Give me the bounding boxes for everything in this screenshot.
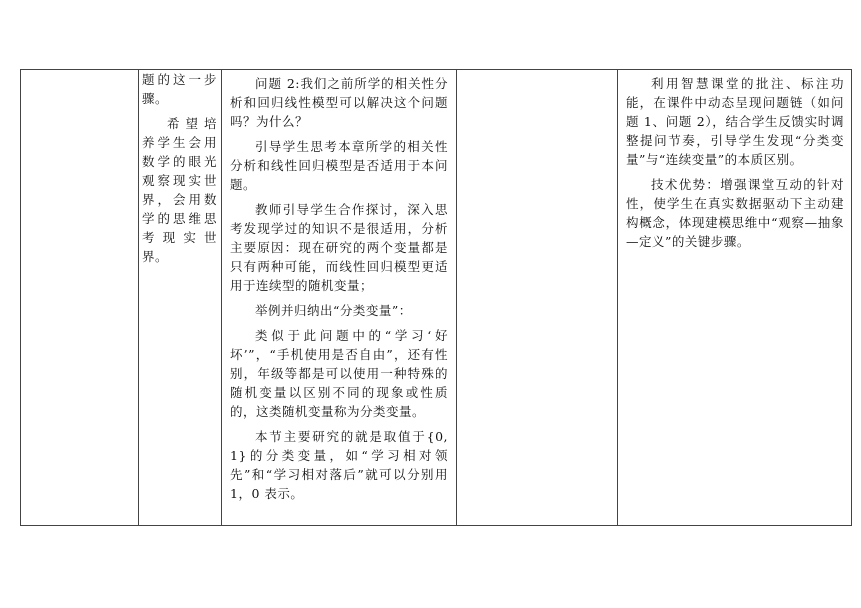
goal-paragraph: 希望培养学生会用数学的眼光观察现实世界，会用数学的思维思考现实世界。 xyxy=(142,116,217,264)
process-paragraph: 教师引导学生合作探讨，深入思考发现学过的知识不是很适用，分析主要原因：现在研究的两个变量都是只有两种可能，而线性回归模型更适用于连续型的随机变量； xyxy=(230,202,448,293)
technology-paragraph: 技术优势：增强课堂互动的针对性，使学生在真实数据驱动下主动建构概念，体现建模思维中“观察—抽象—定义”的关键步骤。 xyxy=(626,177,844,249)
lesson-plan-table xyxy=(20,69,852,526)
process-paragraph: 本节主要研究的就是取值于{0,1}的分类变量，如“学习相对领先”和“学习相对落后”就可以分别用 1，0 表示。 xyxy=(230,429,448,501)
table-cell-goals xyxy=(139,70,222,526)
table-cell-technology xyxy=(618,70,852,526)
process-paragraph: 类似于此问题中的“学习‘好坏’”，“手机使用是否自由”，还有性别，年级等都是可以使用一种特殊的随机变量以区别不同的现象或性质的，这类随机变量称为分类变量。 xyxy=(230,328,448,419)
table-cell-empty-1 xyxy=(21,70,139,526)
table-cell-empty-4 xyxy=(457,70,618,526)
process-paragraph: 问题 2:我们之前所学的相关性分析和回归线性模型可以解决这个问题吗？为什么？ xyxy=(230,76,448,129)
technology-paragraph: 利用智慧课堂的批注、标注功能，在课件中动态呈现问题链（如问题 1、问题 2），结合学生反馈实时调整提问节奏，引导学生发现“分类变量”与“连续变量”的本质区别。 xyxy=(626,76,844,167)
table-row xyxy=(21,70,852,526)
process-paragraph: 引导学生思考本章所学的相关性分析和线性回归模型是否适用于本问题。 xyxy=(230,139,448,192)
goal-paragraph: 题的这一步骤。 xyxy=(142,72,217,106)
table-cell-teaching-process xyxy=(222,70,457,526)
process-paragraph: 举例并归纳出“分类变量”： xyxy=(255,303,412,318)
